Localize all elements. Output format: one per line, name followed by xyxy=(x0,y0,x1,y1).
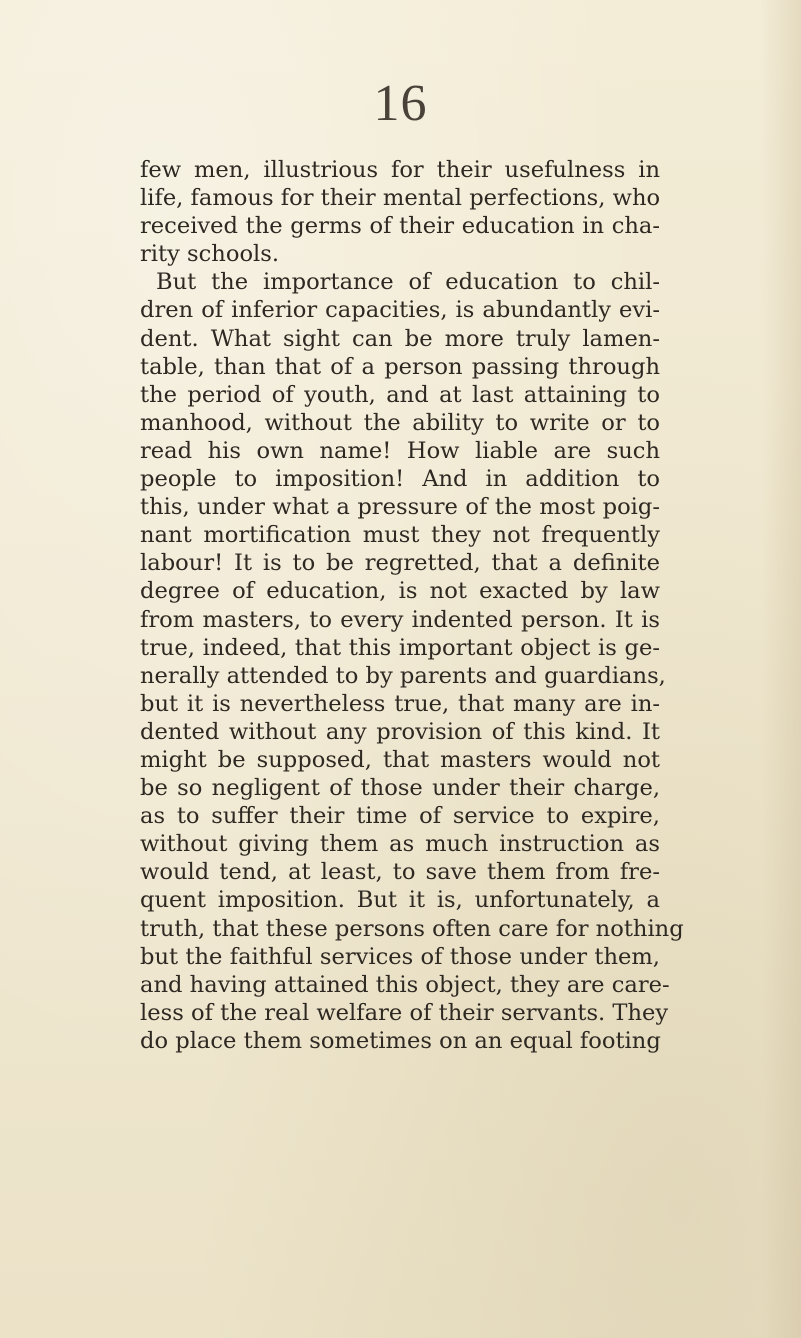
text-line: truth, that these persons often care for nothing xyxy=(140,915,684,942)
text-line: as to suffer their time of service to expire, xyxy=(140,803,660,830)
text-line: dren of inferior capacities, is abundantly evi- xyxy=(140,297,660,324)
text-line: nant mortification must they not frequently xyxy=(140,522,660,549)
body-text xyxy=(140,156,684,1055)
text-line: the period of youth, and at last attaining to xyxy=(140,381,660,408)
text-line: from masters, to every indented person. It is xyxy=(140,606,660,633)
text-line: dent. What sight can be more truly lamen- xyxy=(140,325,660,352)
text-line: might be supposed, that masters would not xyxy=(140,746,660,773)
text-line: rity schools. xyxy=(140,241,280,268)
text-line: but the faithful services of those under them, xyxy=(140,943,660,970)
text-line: received the germs of their education in cha- xyxy=(140,213,660,240)
text-line: be so negligent of those under their charge, xyxy=(140,775,660,802)
text-line: But the importance of education to chil- xyxy=(156,269,660,296)
text-line: table, than that of a person passing through xyxy=(140,353,660,380)
text-line: without giving them as much instruction as xyxy=(140,831,660,858)
text-line: people to imposition! And in addition to xyxy=(140,466,660,493)
text-line: true, indeed, that this important object is ge- xyxy=(140,634,660,661)
text-line: life, famous for their mental perfections, who xyxy=(140,185,661,212)
text-line: quent imposition. But it is, unfortunately, a xyxy=(140,887,660,914)
text-line: would tend, at least, to save them from fre- xyxy=(140,859,660,886)
text-line: read his own name! How liable are such xyxy=(140,437,660,464)
text-line: manhood, without the ability to write or to xyxy=(140,409,660,436)
text-line: few men, illustrious for their usefulness in xyxy=(140,157,660,183)
text-line: but it is nevertheless true, that many are in- xyxy=(140,690,660,717)
text-line: labour! It is to be regretted, that a definite xyxy=(140,550,660,577)
text-line: do place them sometimes on an equal footing xyxy=(140,1027,661,1054)
text-line: and having attained this object, they are care- xyxy=(140,971,670,998)
page-number: 16 xyxy=(373,75,428,132)
text-line: less of the real welfare of their servants. They xyxy=(140,999,669,1026)
text-line: degree of education, is not exacted by law xyxy=(140,578,660,605)
text-line: this, under what a pressure of the most poig- xyxy=(140,494,660,521)
text-line: dented without any provision of this kind. It xyxy=(140,718,660,745)
text-line: nerally attended to by parents and guardians, xyxy=(140,662,666,689)
